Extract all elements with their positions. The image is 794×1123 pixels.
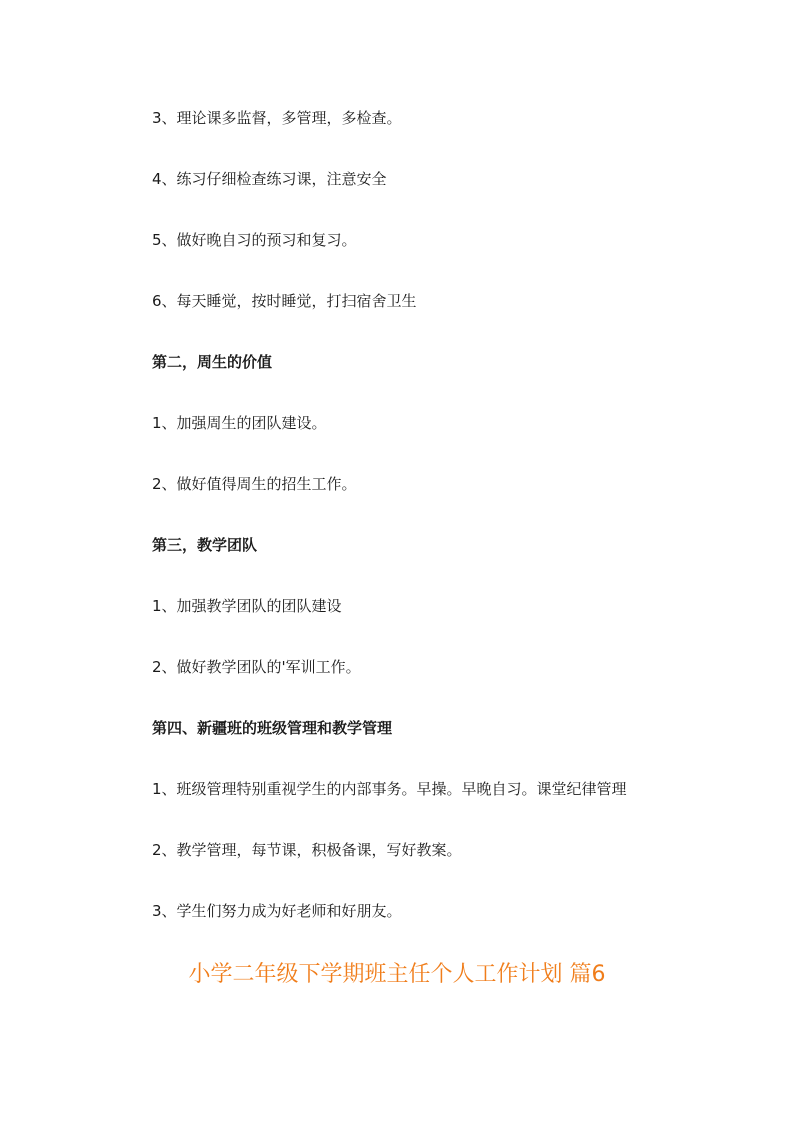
list-item: 3、理论课多监督，多管理，多检查。 [152,109,402,127]
list-item: 3、学生们努力成为好老师和好朋友。 [152,902,402,920]
list-item: 5、做好晚自习的预习和复习。 [152,231,357,249]
list-item: 2、做好值得周生的招生工作。 [152,475,357,493]
list-item: 4、练习仔细检查练习课，注意安全 [152,170,387,188]
list-item: 1、加强周生的团队建设。 [152,414,327,432]
list-item: 2、教学管理，每节课，积极备课，写好教案。 [152,841,462,859]
list-item: 6、每天睡觉，按时睡觉，打扫宿舍卫生 [152,292,417,310]
section-heading: 第四、新疆班的班级管理和教学管理 [152,719,393,737]
list-item: 2、做好教学团队的'军训工作。 [152,658,361,676]
section-title: 小学二年级下学期班主任个人工作计划 篇6 [188,962,606,987]
list-item: 1、班级管理特别重视学生的内部事务。早操。早晚自习。课堂纪律管理 [152,780,627,798]
section-heading: 第二，周生的价值 [152,353,273,371]
list-item: 1、加强教学团队的团队建设 [152,597,342,615]
section-heading: 第三，教学团队 [152,536,258,554]
